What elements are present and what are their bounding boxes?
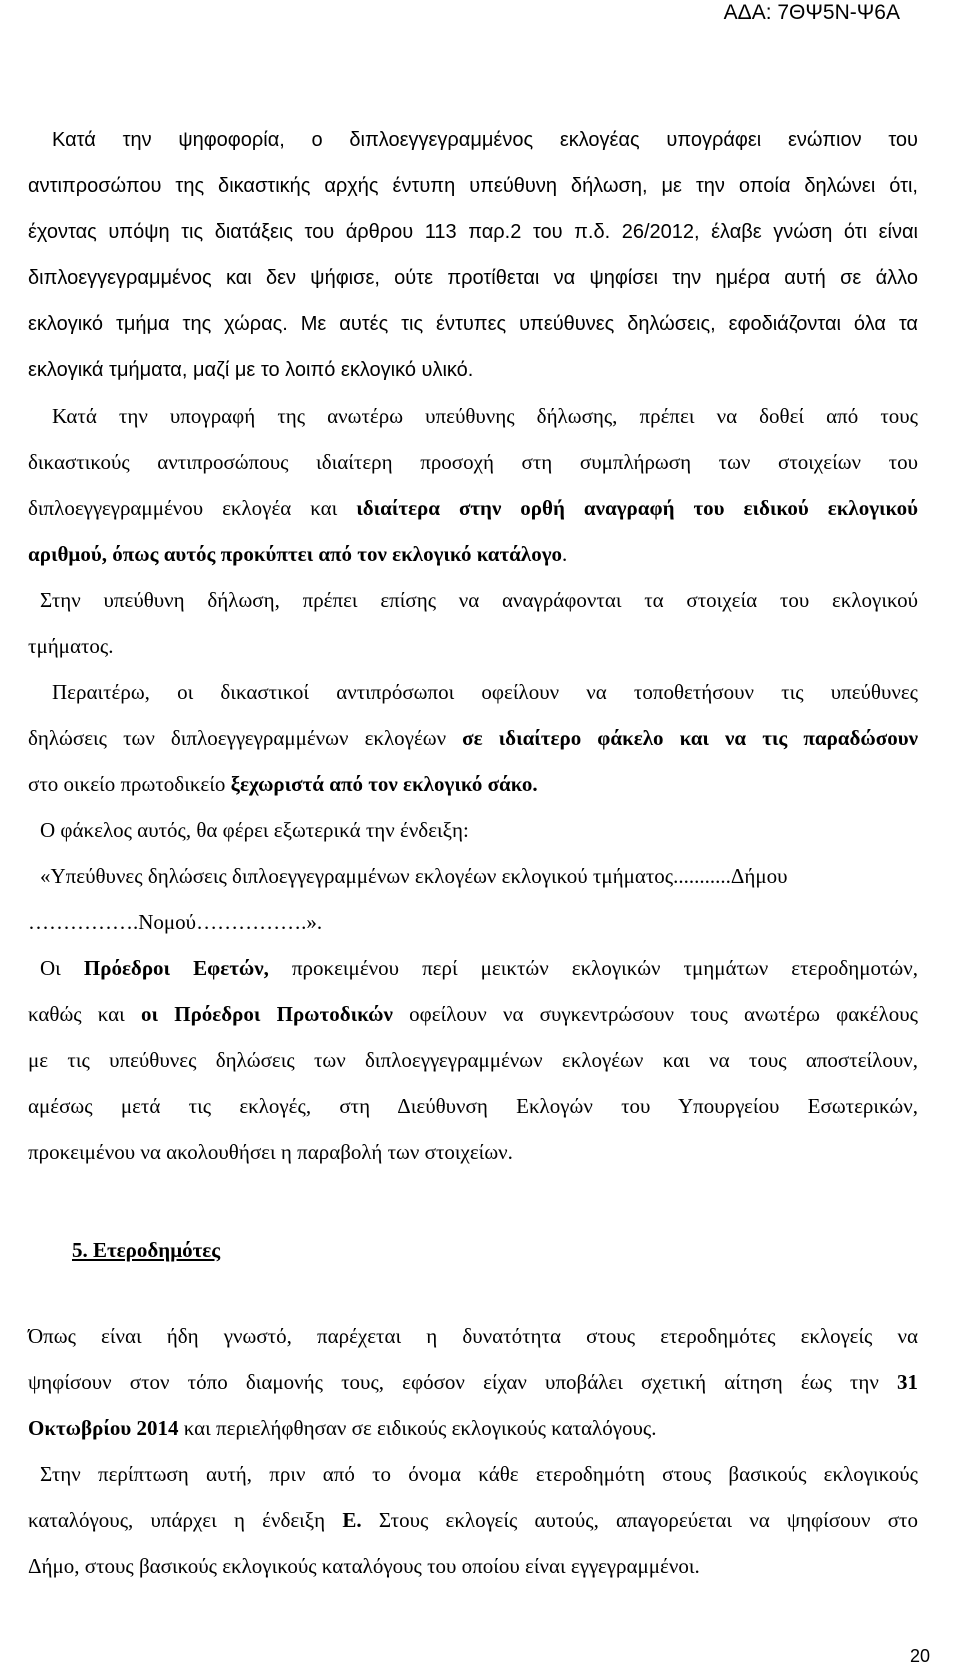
ada-code: ΑΔΑ: 7ΘΨ5Ν-Ψ6Α [723, 1, 900, 24]
text-line: Στην υπεύθυνη δήλωση, πρέπει επίσης να αναγράφονται τα στοιχεία του εκλογικού [40, 588, 918, 612]
bold-text: Ε. [342, 1508, 362, 1532]
text-span: Οι [40, 956, 84, 980]
bold-text: οι Πρόεδροι Πρωτοδικών [141, 1002, 393, 1026]
text-line: Ο φάκελος αυτός, θα φέρει εξωτερικά την ένδειξη: [40, 818, 469, 842]
text-line: Περαιτέρω, οι δικαστικοί αντιπρόσωποι οφείλουν να τοποθετήσουν τις υπεύθυνες [52, 680, 918, 704]
page-number: 20 [909, 1646, 930, 1666]
text-span: προκειμένου περί μεικτών εκλογικών τμημάτων ετεροδημοτών, [268, 956, 918, 980]
text-line: Όπως είναι ήδη γνωστό, παρέχεται η δυνατότητα στους ετεροδημότες εκλογείς να [28, 1324, 918, 1348]
text-line [28, 945, 918, 991]
paragraph-indication-e [28, 1451, 918, 1589]
text-span: και περιελήφθησαν σε ειδικούς εκλογικούς καταλόγους. [178, 1416, 657, 1440]
text-span: οφείλουν να συγκεντρώσουν τους ανωτέρω φακέλους [392, 1002, 918, 1026]
paragraph-presidents [28, 945, 918, 1175]
paragraph-envelope [28, 669, 918, 807]
text-span: διπλοεγγεγραμμένου εκλογέα και [28, 496, 357, 520]
text-span: καθώς και [28, 1002, 142, 1026]
document-body [28, 117, 918, 1589]
text-line: διπλοεγγεγραμμένος και δεν ψήφισε, ούτε προτίθεται να ψηφίσει την ημέρα αυτή σε άλλο [28, 267, 918, 289]
paragraph-non-residents [28, 1313, 918, 1451]
text-span: Στους εκλογείς αυτούς, απαγορεύεται να ψηφίσουν στο [361, 1508, 918, 1532]
text-line [28, 485, 918, 531]
text-line: εκλογικά τμήματα, μαζί με το λοιπό εκλογικό υλικό. [28, 359, 474, 381]
text-span: καταλόγους, υπάρχει η ένδειξη [28, 1508, 343, 1532]
text-line: αντιπροσώπου της δικαστικής αρχής έντυπη υπεύθυνη δήλωση, με την οποία δηλώνει ότι, [28, 175, 918, 197]
text-line [28, 761, 918, 807]
text-line: Δήμο, στους βασικούς εκλογικούς καταλόγους του οποίου είναι εγγεγραμμένοι. [28, 1554, 700, 1578]
paragraph-ballot-declaration [28, 117, 918, 393]
text-line: …………….Νομού…………….». [28, 910, 323, 934]
bold-text: αριθμού, όπως αυτός προκύπτει από τον εκλογικό κατάλογο [28, 542, 563, 566]
text-line: αμέσως μετά τις εκλογές, στη Διεύθυνση Εκλογών του Υπουργείου Εσωτερικών, [28, 1094, 918, 1118]
text-span: στο οικείο πρωτοδικείο [28, 772, 231, 796]
bold-text: σε ιδιαίτερο φάκελο και να τις παραδώσουν [462, 726, 918, 750]
section-heading: 5. Ετεροδημότες [72, 1238, 221, 1262]
text-span: . [562, 542, 568, 566]
text-span: ψηφίσουν στον τόπο διαμονής τους, εφόσον είχαν υποβάλει σχετική αίτηση έως την [28, 1370, 897, 1394]
text-line [28, 991, 918, 1037]
text-line: εκλογικό τμήμα της χώρας. Με αυτές τις έντυπες υπεύθυνες δηλώσεις, εφοδιάζονται όλα τα [28, 313, 918, 335]
text-line: με τις υπεύθυνες δηλώσεις των διπλοεγγεγραμμένων εκλογέων και να τους αποστείλουν, [28, 1048, 918, 1072]
bold-text: ξεχωριστά από τον εκλογικό σάκο. [230, 772, 538, 796]
text-line [28, 531, 918, 577]
paragraph-section-details [28, 577, 918, 669]
bold-text: Οκτωβρίου 2014 [28, 1416, 179, 1440]
paragraph-signature-care [28, 393, 918, 577]
text-line: Στην περίπτωση αυτή, πριν από το όνομα κάθε ετεροδημότη στους βασικούς εκλογικούς [40, 1462, 918, 1486]
text-line: δικαστικούς αντιπροσώπους ιδιαίτερη προσοχή στη συμπλήρωση των στοιχείων του [28, 450, 918, 474]
text-line: προκειμένου να ακολουθήσει η παραβολή των στοιχείων. [28, 1140, 513, 1164]
text-line: Κατά την ψηφοφορία, ο διπλοεγγεγραμμένος εκλογέας υπογράφει ενώπιον του [52, 129, 918, 151]
bold-text: ιδιαίτερα στην ορθή αναγραφή του ειδικού εκλογικού [356, 496, 918, 520]
text-line: τμήματος. [28, 634, 114, 658]
text-line [28, 1497, 918, 1543]
text-line: Κατά την υπογραφή της ανωτέρω υπεύθυνης δήλωσης, πρέπει να δοθεί από τους [52, 404, 918, 428]
text-line: «Υπεύθυνες δηλώσεις διπλοεγγεγραμμένων εκλογέων εκλογικού τμήματος...........Δήμου [40, 864, 788, 888]
text-span: δηλώσεις των διπλοεγγεγραμμένων εκλογέων [28, 726, 463, 750]
paragraph-envelope-label [28, 807, 918, 945]
text-line [28, 1405, 918, 1451]
bold-text: 31 [897, 1370, 918, 1394]
text-line [28, 715, 918, 761]
bold-text: Πρόεδροι Εφετών, [83, 956, 269, 980]
text-line [28, 1359, 918, 1405]
text-line: έχοντας υπόψη τις διατάξεις του άρθρου 113 παρ.2 του π.δ. 26/2012, έλαβε γνώση ότι είναι [28, 221, 918, 243]
